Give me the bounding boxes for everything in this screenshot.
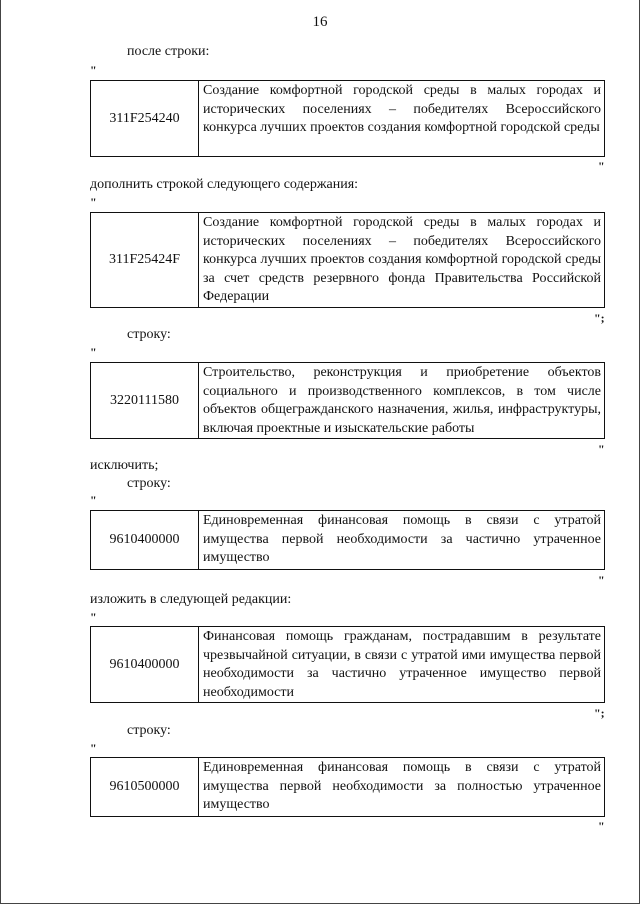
row-text: Создание комфортной городской среды в малых городах и исторических поселениях – победителях Всероссийского конкурса лучших проектов создания комфортной городской среды xyxy=(203,83,601,135)
page-number: 16 xyxy=(312,14,328,30)
quote-close: " xyxy=(598,442,605,456)
row-text: Финансовая помощь гражданам, пострадавшим в результате чрезвычайной ситуации, в связи с утратой ими имущества первой необходимости за частично утраченное имущество первой необходимости xyxy=(203,629,601,700)
quote-close-semicolon: "; xyxy=(594,706,605,720)
intro-line-label: строку: xyxy=(127,723,171,738)
row-code: 311F25424F xyxy=(91,213,199,307)
quote-open: " xyxy=(90,741,97,755)
quote-open: " xyxy=(90,345,97,359)
intro-add-line: дополнить строкой следующего содержания: xyxy=(90,177,359,192)
quote-open: " xyxy=(90,195,97,209)
table-row xyxy=(90,362,605,439)
row-code: 9610500000 xyxy=(91,758,199,816)
quote-close: " xyxy=(598,573,605,587)
intro-line-label: строку: xyxy=(127,327,171,342)
intro-edit: изложить в следующей редакции: xyxy=(90,592,292,607)
quote-open: " xyxy=(90,493,97,507)
table-row xyxy=(90,757,605,817)
intro-exclude: исключить; xyxy=(90,458,159,473)
row-code: 311F254240 xyxy=(91,81,199,156)
intro-line-label: строку: xyxy=(127,476,171,491)
table-row xyxy=(90,212,605,308)
row-text: Строительство, реконструкция и приобретение объектов социального и производственного комплексов, в том числе объектов общегражданского назначения, жилья, инфраструктуры, включая проектные и изыскательские работы xyxy=(203,365,601,436)
quote-close-semicolon: "; xyxy=(594,311,605,325)
table-row xyxy=(90,510,605,570)
intro-after-line: после строки: xyxy=(127,44,210,59)
row-code: 3220111580 xyxy=(91,363,199,438)
row-text: Единовременная финансовая помощь в связи с утратой имущества первой необходимости за частично утраченное имущество xyxy=(203,513,601,565)
quote-open: " xyxy=(90,610,97,624)
row-text: Единовременная финансовая помощь в связи с утратой имущества первой необходимости за полностью утраченное имущество xyxy=(203,760,601,812)
row-text: Создание комфортной городской среды в малых городах и исторических поселениях – победителях Всероссийского конкурса лучших проектов создания комфортной городской среды за счет средств резервного фонда Правительства Российской Федерации xyxy=(203,215,601,304)
quote-open: " xyxy=(90,63,97,77)
table-row xyxy=(90,80,605,157)
row-code: 9610400000 xyxy=(91,627,199,702)
quote-close: " xyxy=(598,159,605,173)
quote-close: " xyxy=(598,819,605,833)
table-row xyxy=(90,626,605,703)
row-code: 9610400000 xyxy=(91,511,199,569)
